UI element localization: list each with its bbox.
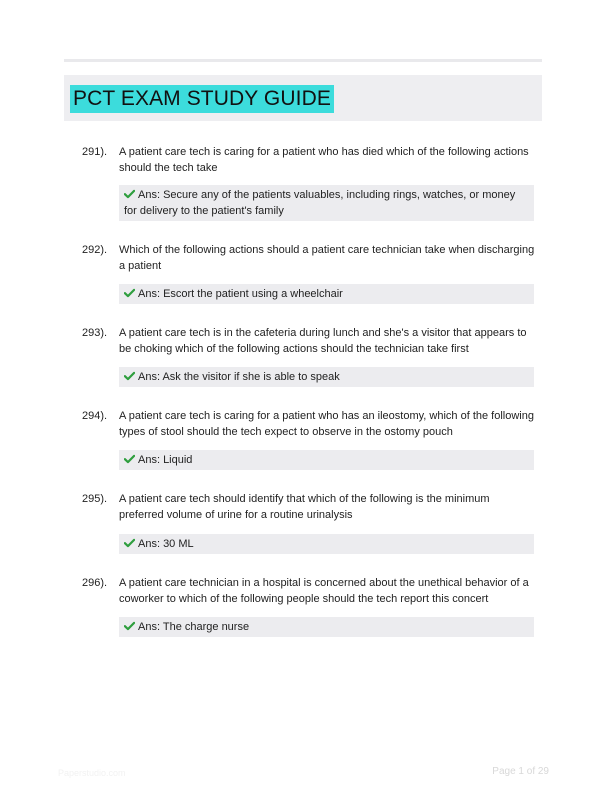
question-number: 291).	[82, 146, 108, 158]
answer-box	[119, 185, 534, 221]
header-divider	[64, 59, 542, 62]
answer-box	[119, 534, 534, 554]
question-number: 296).	[82, 577, 108, 589]
page-title: PCT EXAM STUDY GUIDE	[70, 85, 334, 113]
check-icon	[124, 288, 135, 298]
answer-text: Ans: Secure any of the patients valuables, including rings, watches, or money for delivery to the patient's family	[124, 189, 516, 217]
check-icon	[124, 621, 135, 631]
check-icon	[124, 371, 135, 381]
footer-watermark: Paperstudio.com	[58, 768, 126, 778]
page-number: Page 1 of 29	[492, 766, 549, 777]
check-icon	[124, 454, 135, 464]
question-text: A patient care tech is in the cafeteria during lunch and she's a visitor that appears to be choking which of the following actions should the technician take first	[119, 327, 527, 355]
question-text: A patient care tech should identify that which of the following is the minimum preferred volume of urine for a routine urinalysis	[119, 493, 490, 521]
question-text: A patient care technician in a hospital is concerned about the unethical behavior of a coworker to which of the following people should the tech report this concert	[119, 577, 529, 605]
answer-box	[119, 284, 534, 304]
answer-text: Ans: The charge nurse	[138, 621, 250, 633]
answer-text: Ans: Ask the visitor if she is able to speak	[138, 371, 340, 383]
question-text: A patient care tech is caring for a patient who has died which of the following actions should the tech take	[119, 146, 529, 174]
answer-text: Ans: 30 ML	[138, 538, 194, 550]
answer-text: Ans: Liquid	[138, 454, 193, 466]
answer-box	[119, 367, 534, 387]
question-text: Which of the following actions should a patient care technician take when discharging a patient	[119, 244, 535, 272]
question-number: 294).	[82, 410, 108, 422]
check-icon	[124, 538, 135, 548]
question-text: A patient care tech is caring for a patient who has an ileostomy, which of the following types of stool should the tech expect to observe in the ostomy pouch	[119, 410, 534, 438]
check-icon	[124, 189, 135, 199]
answer-box	[119, 617, 534, 637]
question-number: 295).	[82, 493, 108, 505]
answer-text: Ans: Escort the patient using a wheelchair	[138, 288, 343, 300]
answer-box	[119, 450, 534, 470]
question-number: 293).	[82, 327, 108, 339]
question-number: 292).	[82, 244, 108, 256]
